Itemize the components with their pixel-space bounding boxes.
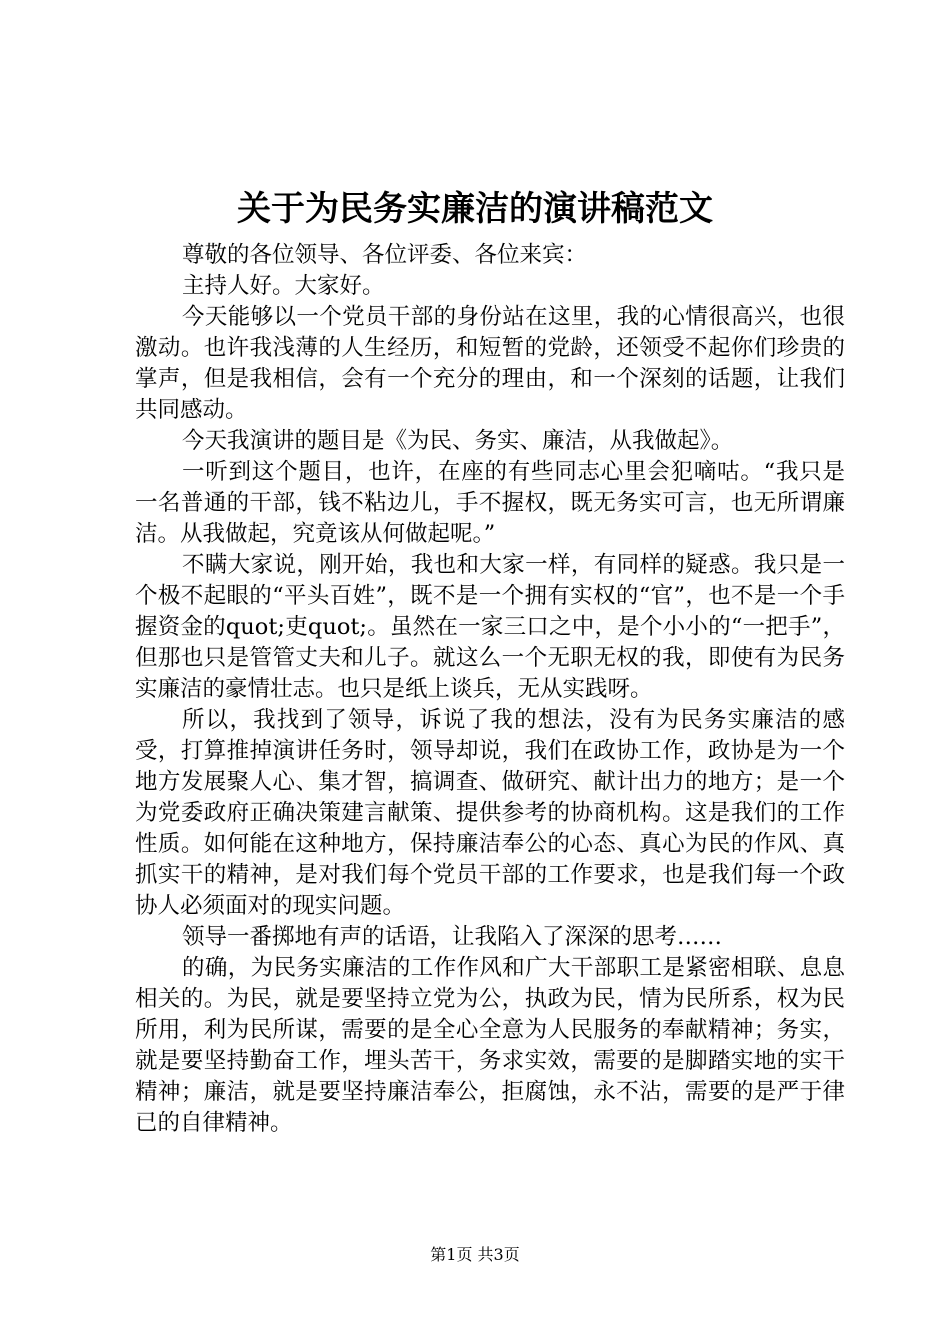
document-title: 关于为民务实廉洁的演讲稿范文 (237, 189, 713, 229)
page-number: 第1页 共3页 (430, 1245, 520, 1264)
paragraph: 所以，我找到了领导，诉说了我的想法，没有为民务实廉洁的感受，打算推掉演讲任务时，领导却说，我们在政协工作，政协是为一个地方发展聚人心、集才智，搞调查、做研究、献计出力的地方；是一个为党委政府正确决策建言献策、提供参考的协商机构。这是我们的工作性质。如何能在这种地方，保持廉洁奉公的心态、真心为民的作风、真抓实干的精神，是对我们每个党员干部的工作要求，也是我们每一个政协人必须面对的现实问题。 (135, 707, 845, 919)
paragraph: 一听到这个题目，也许，在座的有些同志心里会犯嘀咕。“我只是一名普通的干部，钱不粘边儿，手不握权，既无务实可言，也无所谓廉洁。从我做起，究竟该从何做起呢。” (135, 459, 845, 547)
paragraph: 的确，为民务实廉洁的工作作风和广大干部职工是紧密相联、息息相关的。为民，就是要坚持立党为公，执政为民，情为民所系，权为民所用，利为民所谋，需要的是全心全意为人民服务的奉献精神；务实，就是要坚持勤奋工作，埋头苦干，务求实效，需要的是脚踏实地的实干精神；廉洁，就是要坚持廉洁奉公，拒腐蚀，永不沾，需要的是严于律已的自律精神。 (135, 955, 845, 1136)
paragraph-salutation: 尊敬的各位领导、各位评委、各位来宾： (182, 242, 588, 268)
paragraph: 今天能够以一个党员干部的身份站在这里，我的心情很高兴，也很激动。也许我浅薄的人生经历，和短暂的党龄，还领受不起你们珍贵的掌声，但是我相信，会有一个充分的理由，和一个深刻的话题，让我们共同感动。 (135, 304, 845, 423)
paragraph: 不瞒大家说，刚开始，我也和大家一样，有同样的疑惑。我只是一个极不起眼的“平头百姓”，既不是一个拥有实权的“官”，也不是一个手握资金的quot;吏quot;。虽然在一家三口之中，是个小小的“一把手”，但那也只是管管丈夫和儿子。就这么一个无职无权的我，即使有为民务实廉洁的豪情壮志。也只是纸上谈兵，无从实践呀。 (135, 552, 845, 702)
document-body (135, 240, 845, 1139)
paragraph: 领导一番掷地有声的话语，让我陷入了深深的思考…… (182, 924, 723, 950)
paragraph: 今天我演讲的题目是《为民、务实、廉洁，从我做起》。 (182, 428, 734, 454)
paragraph-greeting: 主持人好。大家好。 (182, 273, 385, 299)
